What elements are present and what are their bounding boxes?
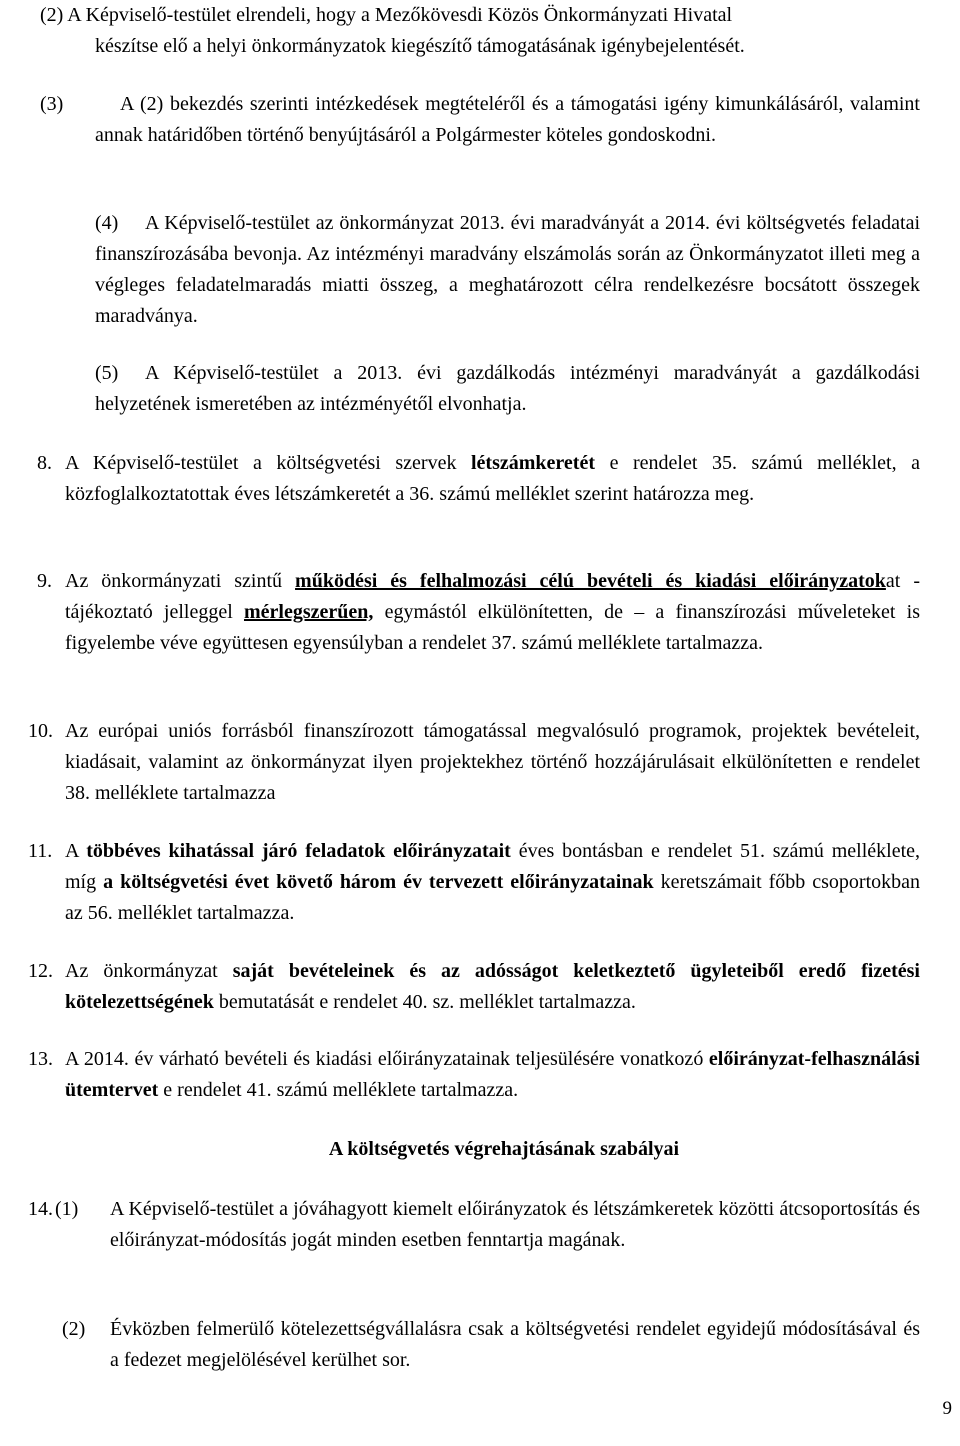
section-text: A [65,840,87,862]
paragraph-5 [95,358,920,420]
page-number: 9 [942,1398,952,1419]
section-number: 9. [37,570,52,592]
paragraph-text: A (2) bekezdés szerinti intézkedések megtételéről és a támogatási igény kimunkálásáról, valamint annak határidőben történő benyújtásáról a Polgármester köteles gondoskodni. [95,93,920,146]
paragraph-number: (5) [95,362,119,384]
section-text: A Képviselő-testület a költségvetési szervek [65,452,471,474]
section-text: bemutatását e rendelet 40. sz. melléklet tartalmazza. [213,991,636,1013]
section-bold-text: saját bevételeinek és az adósságot keletkeztető ügyleteiből eredő fizetési kötelezettségének [65,960,920,1013]
section-text: A 2014. év várható bevételi és kiadási előirányzatainak teljesülésére vonatkozó [65,1048,709,1070]
subsection-text: A Képviselő-testület a jóváhagyott kiemelt előirányzatok és létszámkeretek közötti átcsoportosítás és előirányzat-módosítás jogát minden esetben fenntartja magának. [110,1198,920,1251]
section-9 [37,566,921,659]
section-text: at - tájékoztató jelleggel [65,570,921,623]
section-bold-text: létszámkeretét [471,452,596,474]
section-number: 13. [28,1048,53,1070]
section-14-sub-1 [28,1194,920,1256]
paragraph-number: (3) [40,93,64,115]
subsection-text: Évközben felmerülő kötelezettségvállalásra csak a költségvetési rendelet egyidejű módosításával és a fedezet megjelölésével kerülhet sor. [110,1318,920,1371]
section-text: éves bontásban e rendelet 51. számú melléklete, míg [65,840,921,893]
section-text: Az európai uniós forrásból finanszírozott támogatással megvalósuló programok, projektek bevételeit, kiadásait, valamint az önkormányzat ilyen projektekhez történő hozzájárulásait elkülönítetten e rendelet 38. melléklete tartalmazza [65,720,920,804]
subsection-number: (2) [62,1318,86,1340]
section-text: e rendelet 41. számú melléklete tartalmazza. [158,1079,519,1101]
section-text: Az önkormányzati szintű [65,570,296,592]
section-11 [28,836,921,929]
section-number: 11. [28,840,53,862]
section-number: 8. [37,452,52,474]
section-text: Az önkormányzat [65,960,233,982]
section-14-sub-2 [62,1314,920,1376]
section-bold-text: működési és felhalmozási célú bevételi és kiadási előirányzatok [295,570,886,592]
section-13 [28,1044,920,1106]
section-number: 14. [28,1198,53,1220]
section-10 [28,716,920,809]
section-bold-text: előirányzat-felhasználási ütemtervet [65,1048,920,1101]
subsection-number: (1) [55,1198,79,1220]
section-heading: A költségvetés végrehajtásának szabályai [328,1138,680,1160]
paragraph-3 [40,89,920,151]
section-8 [37,448,920,510]
section-bold-text: a költségvetési évet követő három év tervezett előirányzatainak [103,871,654,893]
section-bold-text: többéves kihatással járó feladatok előirányzatait [86,840,511,862]
section-text: keretszámait főbb csoportokban az 56. melléklet tartalmazza. [65,871,920,924]
paragraph-2 [40,0,920,62]
paragraph-number: (4) [95,212,119,234]
section-number: 12. [28,960,53,982]
paragraph-text: A Képviselő-testület a 2013. évi gazdálkodás intézményi maradványát a gazdálkodási helyzetének ismeretében az intézményétől elvonhatja. [95,362,920,415]
paragraph-text: A Képviselő-testület az önkormányzat 2013. évi maradványát a 2014. évi költségvetés feladatai finanszírozásába bevonja. Az intézményi maradvány elszámolás során az Önkormányzatot illeti meg a végleges feladatelmaradás miatti összeg, a meghatározott célra rendelkezésre bocsátott összegek maradványa. [95,212,920,327]
paragraph-text: készítse elő a helyi önkormányzatok kiegészítő támogatásának igénybejelentését. [95,35,745,57]
paragraph-text: A Képviselő-testület elrendeli, hogy a Mezőkövesdi Közös Önkormányzati Hivatal [67,4,733,26]
section-12 [28,956,920,1018]
section-bold-text: mérlegszerűen, [243,601,374,623]
section-text: egymástól elkülönítetten, de – a finanszírozási műveleteket is figyelembe véve együttesen egyensúlyban a rendelet 37. számú melléklete tartalmazza. [65,601,920,654]
paragraph-4 [95,208,920,332]
paragraph-number: (2) [40,4,64,26]
section-number: 10. [28,720,53,742]
section-text: e rendelet 35. számú melléklet, a közfoglalkoztatottak éves létszámkeretét a 36. számú melléklet szerint határozza meg. [65,452,920,505]
